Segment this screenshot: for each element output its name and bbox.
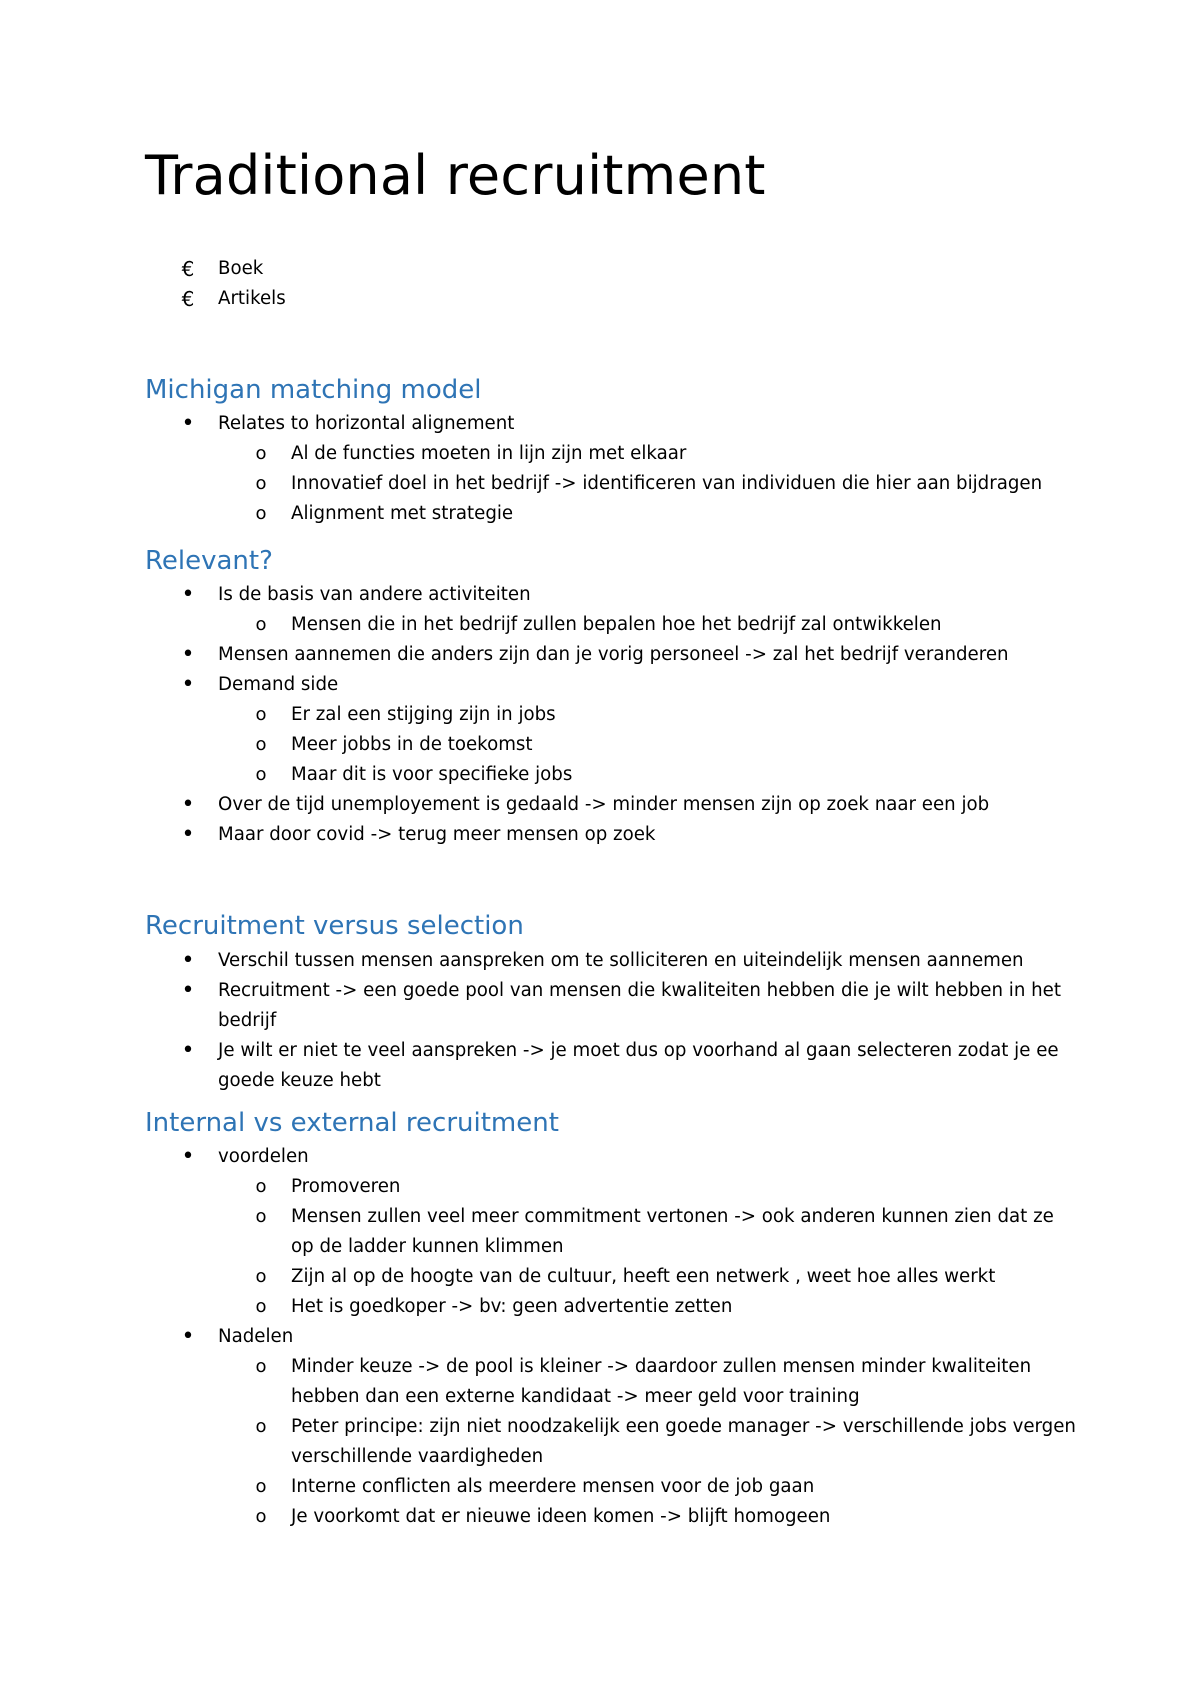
list-item: Al de functies moeten in lijn zijn met elkaar [291, 443, 687, 464]
bullet-icon: • [181, 1324, 195, 1349]
list-item: Peter principe: zijn niet noodzakelijk een goede manager -> verschillende jobs vergen [291, 1416, 1076, 1437]
list-item: Alignment met strategie [291, 503, 514, 524]
circle-bullet-icon: o [255, 1206, 267, 1227]
list-item: Nadelen [218, 1326, 294, 1347]
list-item-continuation: verschillende vaardigheden [291, 1446, 544, 1467]
circle-bullet-icon: o [255, 473, 267, 494]
list-item: Over de tijd unemployement is gedaald -> minder mensen zijn op zoek naar een job [218, 794, 990, 815]
list-item: Artikels [218, 288, 286, 309]
circle-bullet-icon: o [255, 443, 267, 464]
list-item: Het is goedkoper -> bv: geen advertentie zetten [291, 1296, 733, 1317]
list-item: Is de basis van andere activiteiten [218, 584, 531, 605]
list-item: Boek [218, 258, 264, 279]
list-item: Zijn al op de hoogte van de cultuur, heeft een netwerk , weet hoe alles werkt [291, 1266, 996, 1287]
page-title: Traditional recruitment [145, 144, 766, 207]
bullet-icon: • [181, 822, 195, 847]
section-heading-relevant: Relevant? [145, 546, 273, 576]
circle-bullet-icon: o [255, 503, 267, 524]
list-item-continuation: goede keuze hebt [218, 1070, 381, 1091]
list-item-continuation: bedrijf [218, 1010, 277, 1031]
bullet-icon: • [181, 1038, 195, 1063]
list-item: Er zal een stijging zijn in jobs [291, 704, 556, 725]
list-item: Demand side [218, 674, 339, 695]
circle-bullet-icon: o [255, 1476, 267, 1497]
list-item: Promoveren [291, 1176, 401, 1197]
euro-bullet-icon: € [181, 257, 195, 281]
list-item: Maar dit is voor specifieke jobs [291, 764, 573, 785]
circle-bullet-icon: o [255, 734, 267, 755]
list-item: Relates to horizontal alignement [218, 413, 515, 434]
list-item: Mensen die in het bedrijf zullen bepalen hoe het bedrijf zal ontwikkelen [291, 614, 942, 635]
bullet-icon: • [181, 978, 195, 1003]
bullet-icon: • [181, 582, 195, 607]
circle-bullet-icon: o [255, 704, 267, 725]
section-heading-michigan: Michigan matching model [145, 375, 482, 405]
bullet-icon: • [181, 411, 195, 436]
list-item: Mensen zullen veel meer commitment vertonen -> ook anderen kunnen zien dat ze [291, 1206, 1054, 1227]
list-item: Je wilt er niet te veel aanspreken -> je moet dus op voorhand al gaan selecteren zodat je ee [218, 1040, 1059, 1061]
section-heading-recruitment: Recruitment versus selection [145, 911, 524, 941]
list-item: Mensen aannemen die anders zijn dan je vorig personeel -> zal het bedrijf veranderen [218, 644, 1009, 665]
list-item: Minder keuze -> de pool is kleiner -> daardoor zullen mensen minder kwaliteiten [291, 1356, 1032, 1377]
list-item: Recruitment -> een goede pool van mensen die kwaliteiten hebben die je wilt hebben in het [218, 980, 1061, 1001]
list-item: Verschil tussen mensen aanspreken om te solliciteren en uiteindelijk mensen aannemen [218, 950, 1024, 971]
list-item: Meer jobbs in de toekomst [291, 734, 533, 755]
list-item: Maar door covid -> terug meer mensen op zoek [218, 824, 656, 845]
list-item-continuation: op de ladder kunnen klimmen [291, 1236, 564, 1257]
bullet-icon: • [181, 792, 195, 817]
list-item: voordelen [218, 1146, 309, 1167]
euro-bullet-icon: € [181, 287, 195, 311]
circle-bullet-icon: o [255, 1176, 267, 1197]
bullet-icon: • [181, 642, 195, 667]
list-item: Interne conflicten als meerdere mensen voor de job gaan [291, 1476, 815, 1497]
circle-bullet-icon: o [255, 1266, 267, 1287]
bullet-icon: • [181, 672, 195, 697]
circle-bullet-icon: o [255, 1506, 267, 1527]
circle-bullet-icon: o [255, 764, 267, 785]
circle-bullet-icon: o [255, 1416, 267, 1437]
bullet-icon: • [181, 1144, 195, 1169]
section-heading-internal: Internal vs external recruitment [145, 1108, 559, 1138]
circle-bullet-icon: o [255, 1296, 267, 1317]
bullet-icon: • [181, 948, 195, 973]
list-item: Je voorkomt dat er nieuwe ideen komen -> blijft homogeen [291, 1506, 831, 1527]
list-item: Innovatief doel in het bedrijf -> identificeren van individuen die hier aan bijdragen [291, 473, 1043, 494]
circle-bullet-icon: o [255, 1356, 267, 1377]
list-item-continuation: hebben dan een externe kandidaat -> meer geld voor training [291, 1386, 860, 1407]
circle-bullet-icon: o [255, 614, 267, 635]
